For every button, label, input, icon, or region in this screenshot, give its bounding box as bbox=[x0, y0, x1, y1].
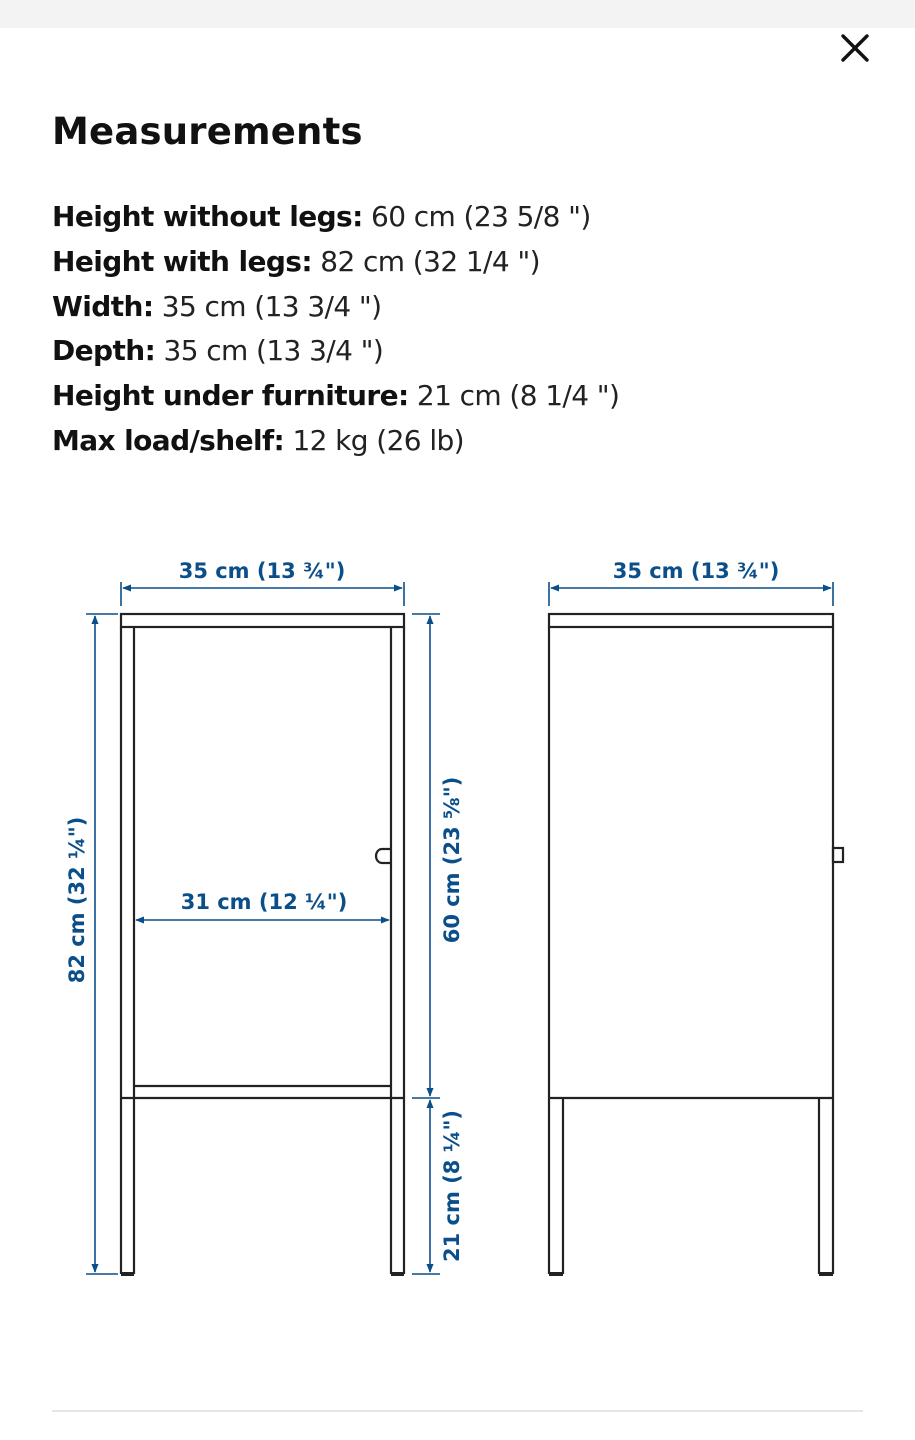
divider bbox=[52, 1410, 863, 1412]
page-title: Measurements bbox=[52, 110, 363, 153]
spec-value: 21 cm (8 1/4 ") bbox=[416, 379, 620, 413]
spec-label: Height without legs: bbox=[52, 200, 363, 233]
front-width-label: 35 cm (13 ¾") bbox=[178, 559, 346, 583]
spec-label: Height with legs: bbox=[52, 244, 312, 278]
total-height-label: 82 cm (32 ¼") bbox=[65, 816, 89, 984]
body-height-label: 60 cm (23 ⅝") bbox=[440, 776, 464, 944]
side-width-label: 35 cm (13 ¾") bbox=[612, 559, 780, 583]
spec-label: Height under furniture: bbox=[52, 379, 409, 413]
side-view-drawing bbox=[549, 614, 843, 1274]
spec-value: 60 cm (23 5/8 ") bbox=[371, 200, 591, 233]
spec-label: Depth: bbox=[52, 334, 156, 368]
spec-value: 82 cm (32 1/4 ") bbox=[320, 244, 540, 278]
spec-label: Max load/shelf: bbox=[52, 423, 285, 457]
spec-value: 12 kg (26 lb) bbox=[292, 423, 465, 457]
inner-width-label: 31 cm (12 ¼") bbox=[180, 890, 348, 914]
spec-value: 35 cm (13 3/4 ") bbox=[163, 334, 384, 368]
spec-label: Width: bbox=[52, 289, 154, 323]
leg-height-label: 21 cm (8 ¼") bbox=[440, 1110, 464, 1262]
front-view-drawing bbox=[121, 614, 404, 1274]
spec-value: 35 cm (13 3/4 ") bbox=[161, 289, 382, 323]
